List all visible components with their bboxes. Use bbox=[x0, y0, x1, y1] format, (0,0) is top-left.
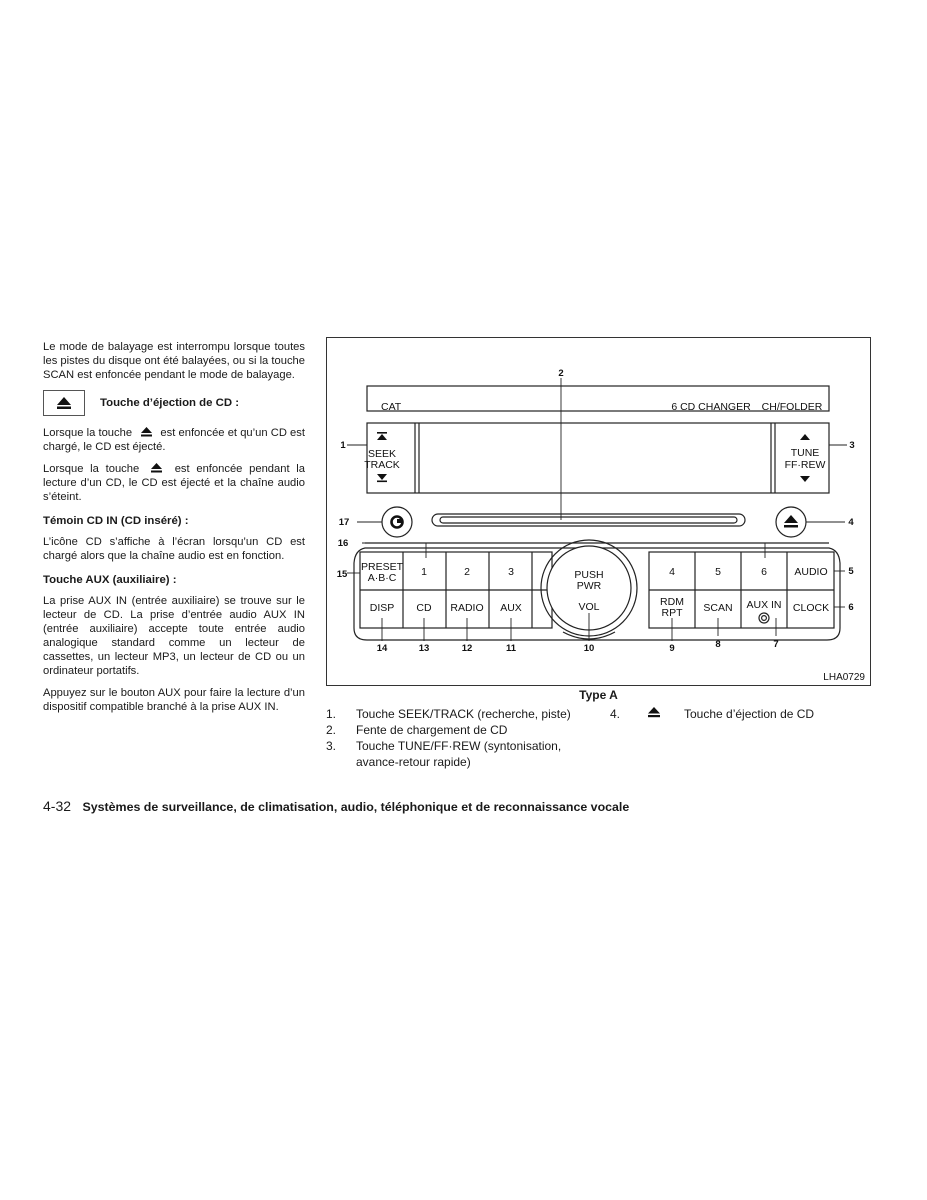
eject-icon-box bbox=[43, 390, 85, 416]
rdm-label-1[interactable]: RDM bbox=[660, 596, 684, 608]
callout-3: 3 bbox=[849, 440, 855, 451]
legend-list-right bbox=[610, 706, 870, 722]
radio-label[interactable]: RADIO bbox=[450, 602, 484, 614]
callout-5: 5 bbox=[848, 566, 854, 577]
radio-diagram bbox=[326, 337, 871, 686]
aux-paragraph-1: La prise AUX IN (entrée auxiliaire) se trouve sur le lecteur de CD. La prise d’entrée audio AUX IN (entrée auxiliaire) accepte toute entrée audio analogique standard comme un lecteur de cassettes, un lecteur MP3, un lecteur de CD ou un ordinateur portatifs. bbox=[43, 595, 305, 677]
eject-inline-icon bbox=[135, 426, 157, 440]
preset-6-label[interactable]: 6 bbox=[761, 566, 767, 578]
callout-17: 17 bbox=[338, 517, 350, 528]
scan-paragraph: Le mode de balayage est interrompu lorsque toutes les pistes du disque ont été balayées, ou si la touche SCAN est enfoncée pendant le mode de balayage. bbox=[43, 341, 305, 381]
callout-12: 12 bbox=[461, 643, 473, 654]
preset-2-label[interactable]: 2 bbox=[464, 566, 470, 578]
eject-inline-icon bbox=[146, 462, 168, 476]
seek-label-1: SEEK bbox=[367, 448, 397, 460]
cdin-paragraph: L’icône CD s’affiche à l’écran lorsqu’un CD est chargé alors que la chaîne audio est en fonction. bbox=[43, 536, 305, 562]
list-item: 1. Touche SEEK/TRACK (recherche, piste) bbox=[326, 707, 571, 721]
knob-label-pwr: PWR bbox=[576, 580, 602, 592]
display-cat: CAT bbox=[381, 401, 402, 413]
tune-label-2: FF·REW bbox=[784, 459, 826, 471]
radio-diagram-svg bbox=[327, 338, 872, 687]
figure-code: LHA0729 bbox=[823, 672, 865, 683]
cd-label[interactable]: CD bbox=[416, 602, 432, 614]
eject-heading-text: Touche d’éjection de CD : bbox=[100, 397, 240, 409]
audio-label[interactable]: AUDIO bbox=[794, 566, 828, 578]
callout-14: 14 bbox=[376, 643, 388, 654]
callout-8: 8 bbox=[715, 639, 721, 650]
power-icon bbox=[392, 517, 404, 528]
aux-heading: Touche AUX (auxiliaire) : bbox=[43, 574, 177, 586]
disp-label[interactable]: DISP bbox=[369, 602, 395, 614]
page-number: 4-32 bbox=[43, 798, 72, 814]
list-item: 4. Touche d’éjection de CD bbox=[610, 707, 815, 721]
eject-icon bbox=[141, 427, 152, 437]
callout-7: 7 bbox=[773, 639, 779, 650]
eject-icon bbox=[784, 515, 798, 528]
callout-15: 15 bbox=[336, 569, 348, 580]
list-item: 2. Fente de chargement de CD bbox=[326, 723, 508, 737]
aux-label[interactable]: AUX bbox=[500, 602, 522, 614]
tune-label-1: TUNE bbox=[790, 447, 820, 459]
left-column bbox=[43, 340, 305, 722]
preset-label-2: A·B·C bbox=[367, 572, 397, 584]
figure-caption: Type A bbox=[579, 688, 618, 702]
eject-paragraph-2 bbox=[43, 462, 305, 504]
aux-jack bbox=[759, 613, 769, 623]
aux-paragraph-2: Appuyez sur le bouton AUX pour faire la lecture d’un dispositif compatible branché à la prise AUX IN. bbox=[43, 687, 305, 713]
eject-paragraph-1 bbox=[43, 426, 305, 454]
rdm-label-2[interactable]: RPT bbox=[661, 607, 683, 619]
eject-heading bbox=[43, 390, 305, 416]
callout-10: 10 bbox=[583, 643, 595, 654]
cdin-heading: Témoin CD IN (CD inséré) : bbox=[43, 515, 189, 527]
eject-icon bbox=[56, 396, 72, 410]
eject-icon bbox=[640, 706, 684, 722]
eject-p1-start: Lorsque la touche bbox=[43, 427, 133, 439]
preset-5-label[interactable]: 5 bbox=[715, 566, 721, 578]
seek-label-2: TRACK bbox=[364, 459, 400, 471]
knob-label-push: PUSH bbox=[574, 569, 604, 581]
cd-slot[interactable] bbox=[432, 514, 745, 526]
legend-list-left bbox=[326, 706, 576, 770]
eject-icon bbox=[151, 463, 162, 473]
callout-16: 16 bbox=[337, 538, 349, 549]
callout-13: 13 bbox=[418, 643, 430, 654]
list-item: 3. Touche TUNE/FF·REW (syntonisation, avance-retour rapide) bbox=[326, 739, 562, 769]
display-folder: CH/FOLDER bbox=[761, 401, 823, 413]
callout-1: 1 bbox=[340, 440, 346, 451]
preset-1-label[interactable]: 1 bbox=[421, 566, 427, 578]
clock-label[interactable]: CLOCK bbox=[792, 602, 830, 614]
preset-3-label[interactable]: 3 bbox=[508, 566, 514, 578]
callout-2: 2 bbox=[558, 368, 564, 379]
page-footer bbox=[43, 798, 903, 814]
preset-4-label[interactable]: 4 bbox=[669, 566, 675, 578]
display-strip bbox=[367, 386, 829, 411]
callout-11: 11 bbox=[505, 643, 517, 654]
callout-6: 6 bbox=[848, 602, 854, 613]
preset-label-1: PRESET bbox=[360, 561, 404, 573]
knob-label-vol: VOL bbox=[578, 601, 600, 613]
callout-9: 9 bbox=[669, 643, 675, 654]
scan-label[interactable]: SCAN bbox=[703, 602, 733, 614]
callout-4: 4 bbox=[848, 517, 854, 528]
eject-p2-start: Lorsque la touche bbox=[43, 463, 140, 475]
eject-p1-end: est enfoncée et qu’un CD est chargé, le CD est éjecté. bbox=[43, 427, 305, 453]
aux-in-label: AUX IN bbox=[746, 599, 782, 611]
footer-title: Systèmes de surveillance, de climatisation, audio, téléphonique et de reconnaissance vocale bbox=[82, 800, 630, 814]
display-changer: 6 CD CHANGER bbox=[671, 401, 751, 413]
eject-p2-end: est enfoncée pendant la lecture d’un CD, le CD est éjecté et la chaîne audio s’éteint. bbox=[43, 463, 306, 503]
display-screen bbox=[367, 423, 829, 493]
